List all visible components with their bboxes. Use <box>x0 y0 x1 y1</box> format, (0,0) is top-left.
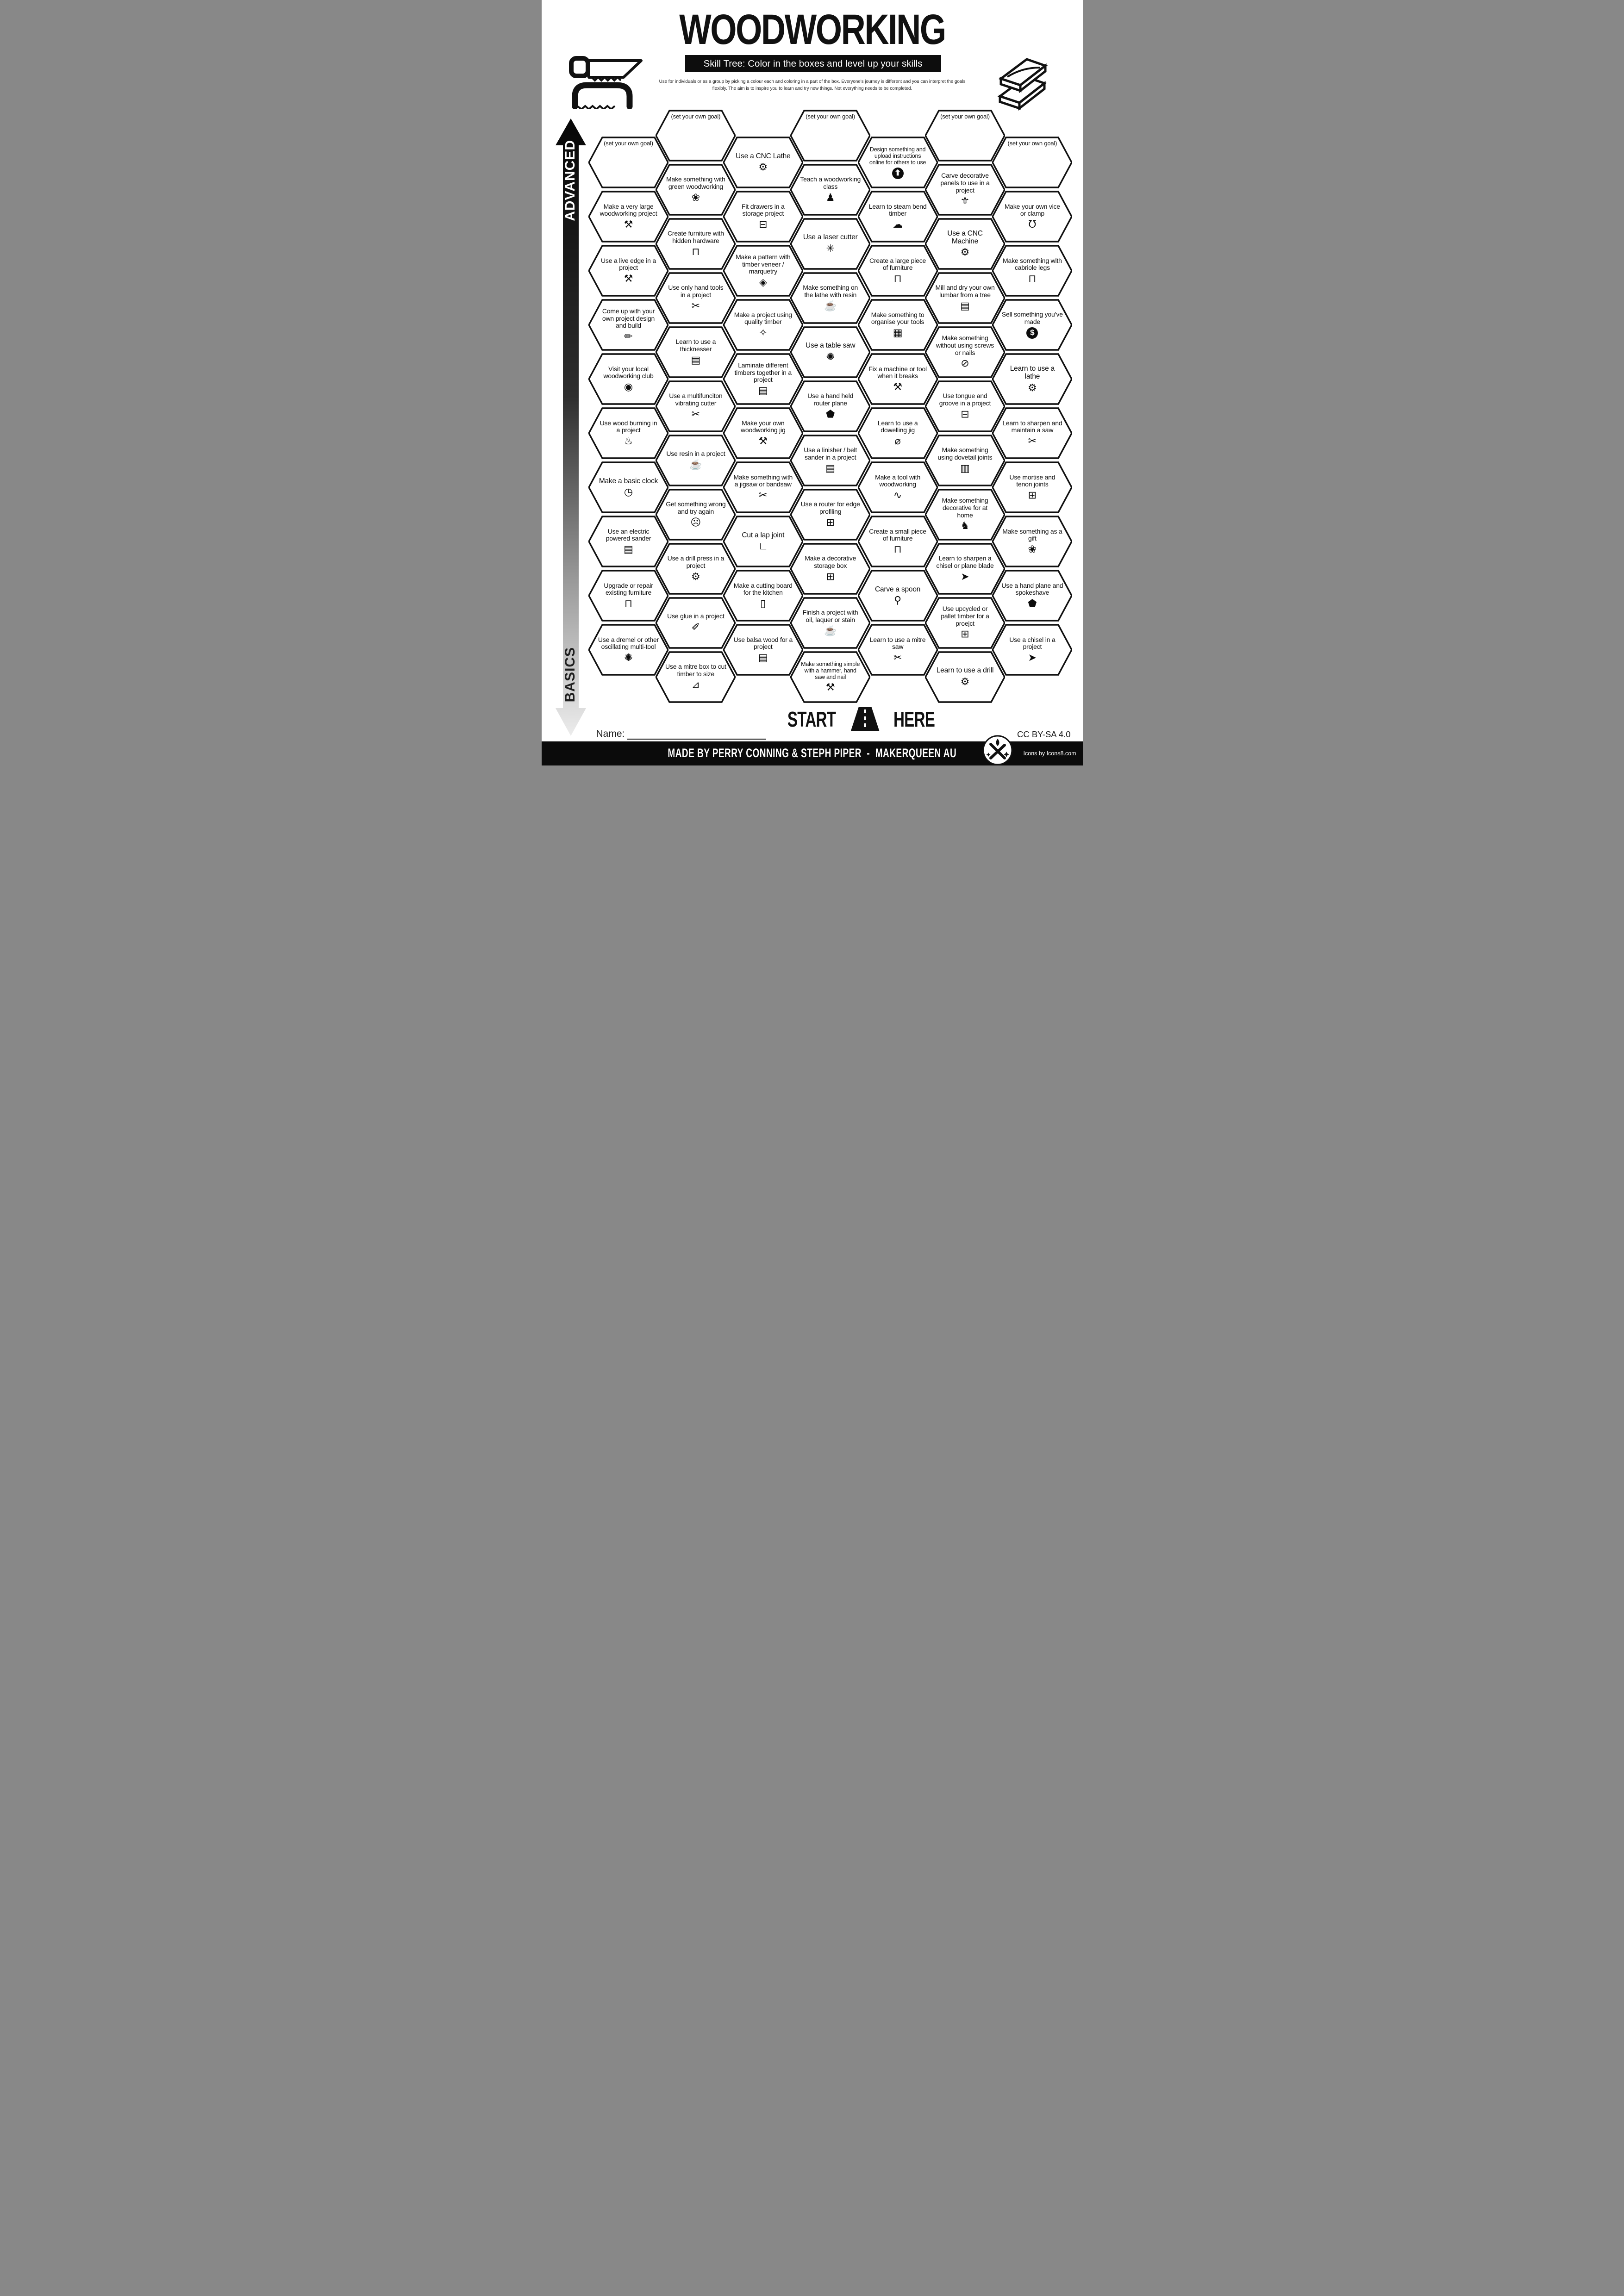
lathe-icon: ⚙ <box>1028 381 1037 393</box>
hex-label: Make a tool with woodworking <box>875 473 921 488</box>
hex-label: Make your own woodworking jig <box>740 419 786 434</box>
hex-label: Make something decorative for at home <box>942 497 988 519</box>
hex-label: Carve decorative panels to use in a project <box>940 172 990 194</box>
chisel-icon: ➤ <box>1028 652 1037 664</box>
icons8-credit: Icons by Icons8.com <box>1023 750 1076 757</box>
hex-label: Use a linisher / belt sander in a project <box>804 446 857 461</box>
laser-beam-icon: ✳ <box>826 242 835 254</box>
router-plane-icon: ⬟ <box>826 408 835 420</box>
hex-label: Use a router for edge profiling <box>800 500 860 515</box>
lap-joint-icon: ∟ <box>758 540 768 552</box>
carrying-board-icon: ⚒ <box>624 218 633 230</box>
paint-can-icon: ☕ <box>824 624 837 636</box>
spokeshave-blade-icon: ∿ <box>893 489 902 501</box>
hex-label: Use glue in a project <box>667 612 725 620</box>
skill-hex[interactable] <box>992 245 1072 297</box>
teacher-at-board-icon: ♟ <box>825 191 835 203</box>
hex-label: Use a CNC Lathe <box>736 152 791 160</box>
hex-board <box>542 0 1083 765</box>
screwdriver-wrench-icon: ⚒ <box>758 435 768 447</box>
saw-blade-icon: ✺ <box>826 350 835 362</box>
hex-label: Learn to steam bend timber <box>868 202 927 218</box>
name-label: Name: <box>596 728 625 739</box>
milled-boards-icon: ▤ <box>960 299 970 311</box>
hex-label: Create a large piece of furniture <box>869 256 926 272</box>
hex-label: Make something on the lathe with resin <box>803 284 858 299</box>
hammer-icon: ⚒ <box>825 681 835 693</box>
skill-hex[interactable] <box>992 516 1072 567</box>
basics-axis-label: BASICS <box>562 647 578 703</box>
advanced-axis-label: ADVANCED <box>562 140 578 221</box>
dripping-can-icon: ☕ <box>824 299 837 311</box>
hex-label: (set your own goal) <box>1007 140 1057 147</box>
orbital-sander-icon: ▤ <box>624 543 633 555</box>
hex-label: Make a basic clock <box>599 477 658 485</box>
hex-label: Use upcycled or pallet timber for a proejct <box>941 605 989 627</box>
rocking-horse-icon: ♞ <box>960 520 970 532</box>
axe-log-icon: ⚒ <box>624 273 633 285</box>
skill-hex[interactable] <box>992 191 1072 243</box>
dowel-rod-icon: ⌀ <box>894 435 901 447</box>
hex-label: Use a multifunciton vibrating cutter <box>669 392 723 407</box>
mitre-box-saw-icon: ⊿ <box>691 678 700 691</box>
road-icon <box>851 707 880 731</box>
hex-label: Use a CNC Machine <box>947 229 983 245</box>
drill-press-icon: ⚙ <box>691 570 700 582</box>
cnc-router-icon: ⚙ <box>960 246 970 258</box>
pegboard-icon: ▦ <box>893 327 903 339</box>
hex-label: Use balsa wood for a project <box>733 635 793 651</box>
hex-label: Learn to use a mitre saw <box>869 635 926 651</box>
hex-label: Carve a spoon <box>874 585 921 593</box>
hex-label: Make a decorative storage box <box>805 554 856 569</box>
skill-hex[interactable] <box>992 353 1072 405</box>
stool-icon: ⊓ <box>624 597 633 610</box>
hand-plane-icon: ⬟ <box>1028 597 1037 610</box>
laminated-boards-icon: ▤ <box>758 384 768 396</box>
hex-label: Use mortise and tenon joints <box>1009 473 1056 488</box>
hex-label: Upgrade or repair existing furniture <box>604 581 653 597</box>
tongue-groove-joint-icon: ⊟ <box>961 408 969 420</box>
sprout-icon: ❀ <box>691 191 700 203</box>
upload-arrow-icon: ⬆ <box>892 168 904 179</box>
mortise-tenon-icon: ⊞ <box>1028 489 1037 501</box>
side-table-icon: ⊓ <box>1028 273 1037 285</box>
sparkling-timber-icon: ✧ <box>759 327 768 339</box>
hex-label: Learn to use a drill <box>936 666 994 675</box>
hex-label: Use a live edge in a project <box>601 256 656 272</box>
hex-label: (set your own goal) <box>806 112 856 120</box>
bench-icon: ⊓ <box>692 245 700 257</box>
hex-label: Get something wrong and try again <box>666 500 726 515</box>
license-text: CC BY-SA 4.0 <box>1017 729 1071 739</box>
hex-label: Learn to use a thicknesser <box>675 338 716 353</box>
skill-hex[interactable] <box>992 137 1072 188</box>
hex-label: Use a hand plane and spokeshave <box>1001 581 1063 597</box>
hex-label: Come up with your own project design and build <box>602 307 655 330</box>
skill-hex[interactable] <box>992 299 1072 351</box>
hex-label: Make something to organise your tools <box>871 311 924 326</box>
dollar-icon: $ <box>1026 327 1038 339</box>
hex-label: Make something without using screws or nails <box>936 334 994 356</box>
subtitle-bar: Skill Tree: Color in the boxes and level up your skills <box>685 55 941 72</box>
chisel-blade-icon: ➤ <box>961 570 969 582</box>
page-title: WOODWORKING <box>679 6 945 53</box>
cnc-lathe-icon: ⚙ <box>758 161 768 173</box>
name-row <box>596 728 767 740</box>
no-screws-icon: ⊘ <box>961 357 969 369</box>
hex-label: Design something and upload instructions online for others to use <box>869 146 926 166</box>
hex-label: Fix a machine or tool when it breaks <box>868 365 927 380</box>
hex-label: Make something with cabriole legs <box>1003 256 1062 272</box>
hex-label: (set your own goal) <box>671 112 721 120</box>
hex-label: Use an electric powered sander <box>606 527 651 542</box>
hex-label: Make a project using quality timber <box>734 311 792 326</box>
belt-sander-icon: ▤ <box>825 462 836 474</box>
spoon-icon: ⚲ <box>894 594 902 606</box>
location-pin-icon: ◉ <box>624 381 633 393</box>
hex-label: (set your own goal) <box>940 112 990 120</box>
cutting-board-knife-icon: ▯ <box>760 597 766 610</box>
profiled-edge-icon: ⊞ <box>826 516 835 528</box>
hex-label: Teach a woodworking class <box>800 175 861 190</box>
hex-label: Use tongue and groove in a project <box>939 392 991 407</box>
hex-label: Make a pattern with timber veneer / marquetry <box>736 253 791 275</box>
here-word: HERE <box>893 707 935 731</box>
hex-label: Learn to use a lathe <box>1010 365 1055 381</box>
jigsaw-icon: ✂ <box>759 489 768 501</box>
skill-hex[interactable] <box>992 624 1072 676</box>
hex-label: Use a mitre box to cut timber to size <box>665 663 726 678</box>
makerqueen-logo <box>981 734 1014 765</box>
footer-credit: MADE BY PERRY CONNING & STEPH PIPER - MAKERQUEEN AU <box>668 746 956 760</box>
mitre-saw-icon: ✂ <box>893 652 902 664</box>
flame-icon: ♨ <box>624 435 633 447</box>
intro-description: Use for individuals or as a group by picking a colour each and coloring in a part of the box. Everyone's journey is different and you can interpret the goals flexibly. The aim is to inspire you to learn and try new things. Not everything needs to be completed. <box>659 79 966 91</box>
hex-label: Use a laser cutter <box>803 233 858 242</box>
poster-page <box>542 0 1083 765</box>
planed-boards-icon: ▤ <box>691 354 701 366</box>
start-word: START <box>787 707 836 731</box>
fleur-de-lis-icon: ⚜ <box>960 195 970 207</box>
clock-icon: ◷ <box>624 486 633 498</box>
hex-label: Make a cutting board for the kitchen <box>733 581 793 597</box>
hex-label: Use wood burning in a project <box>600 419 657 434</box>
hand-saw-icon: ✂ <box>1028 435 1037 447</box>
hex-label: Cut a lap joint <box>742 531 785 539</box>
dovetail-joint-icon: ▥ <box>960 462 970 474</box>
hex-label: Visit your local woodworking club <box>603 365 654 380</box>
hex-label: (set your own goal) <box>604 140 653 147</box>
rotary-tool-icon: ✺ <box>624 652 633 664</box>
storage-box-icon: ⊞ <box>826 570 835 582</box>
steam-cloud-icon: ☁ <box>893 218 903 230</box>
hex-label: Use a drill press in a project <box>667 554 725 569</box>
hex-label: Make something simple with a hammer, hand saw and nail <box>801 660 860 680</box>
skill-hex[interactable] <box>992 570 1072 622</box>
hex-label: Learn to sharpen a chisel or plane blade <box>936 554 994 569</box>
sad-face-frame-icon: ☹ <box>690 516 701 528</box>
hex-label: Learn to sharpen and maintain a saw <box>1002 419 1062 434</box>
hex-label: Make something using dovetail joints <box>937 446 993 461</box>
glue-bottle-icon: ✐ <box>691 621 700 633</box>
hex-label: Make something as a gift <box>1002 527 1062 542</box>
balsa-boards-icon: ▤ <box>758 652 768 664</box>
hex-label: Make something with green woodworking <box>666 175 725 190</box>
blueprint-pencil-icon: ✏ <box>624 330 633 342</box>
hex-label: Sell something you’ve made <box>1001 310 1063 325</box>
hex-label: Use a table saw <box>806 342 856 350</box>
oscillating-cutter-icon: ✂ <box>691 408 700 420</box>
hex-label: Use a dremel or other oscillating multi-tool <box>598 635 659 651</box>
marquetry-pattern-icon: ◈ <box>759 276 767 288</box>
hand-saw-icon: ✂ <box>691 299 700 311</box>
pallet-crate-icon: ⊞ <box>961 628 969 640</box>
hex-label: Learn to use a dowelling jig <box>877 419 918 434</box>
stool-icon: ⊓ <box>893 543 902 555</box>
skill-hex[interactable] <box>992 461 1072 513</box>
skill-hex[interactable] <box>992 407 1072 459</box>
hex-label: Use only hand tools in a project <box>668 284 724 299</box>
hex-label: Create a small piece of furniture <box>869 527 926 542</box>
fix-tools-icon: ⚒ <box>893 381 902 393</box>
hex-label: Make a very large woodworking project <box>600 202 657 218</box>
hex-label: Finish a project with oil, laquer or stain <box>802 609 858 623</box>
resin-can-icon: ☕ <box>689 458 702 470</box>
hex-label: Use a hand held router plane <box>807 392 854 407</box>
hex-label: Make your own vice or clamp <box>1004 202 1060 218</box>
power-drill-icon: ⚙ <box>960 675 970 687</box>
hex-label: Use a chisel in a project <box>1009 635 1056 651</box>
hex-label: Make something with a jigsaw or bandsaw <box>733 473 793 488</box>
hex-label: Fit drawers in a storage project <box>742 202 785 218</box>
hex-label: Use resin in a project <box>666 450 725 458</box>
hex-label: Create furniture with hidden hardware <box>667 230 724 244</box>
cabinet-drawers-icon: ⊟ <box>759 218 768 230</box>
gift-bow-icon: ❀ <box>1028 543 1037 555</box>
name-input-line[interactable] <box>627 728 766 740</box>
c-clamp-icon: ℧ <box>1028 218 1037 230</box>
hex-label: Mill and dry your own lumbar from a tree <box>935 284 995 299</box>
table-icon: ⊓ <box>893 273 902 285</box>
hex-label: Laminate different timbers together in a project <box>734 361 792 384</box>
start-here-row <box>778 707 943 731</box>
